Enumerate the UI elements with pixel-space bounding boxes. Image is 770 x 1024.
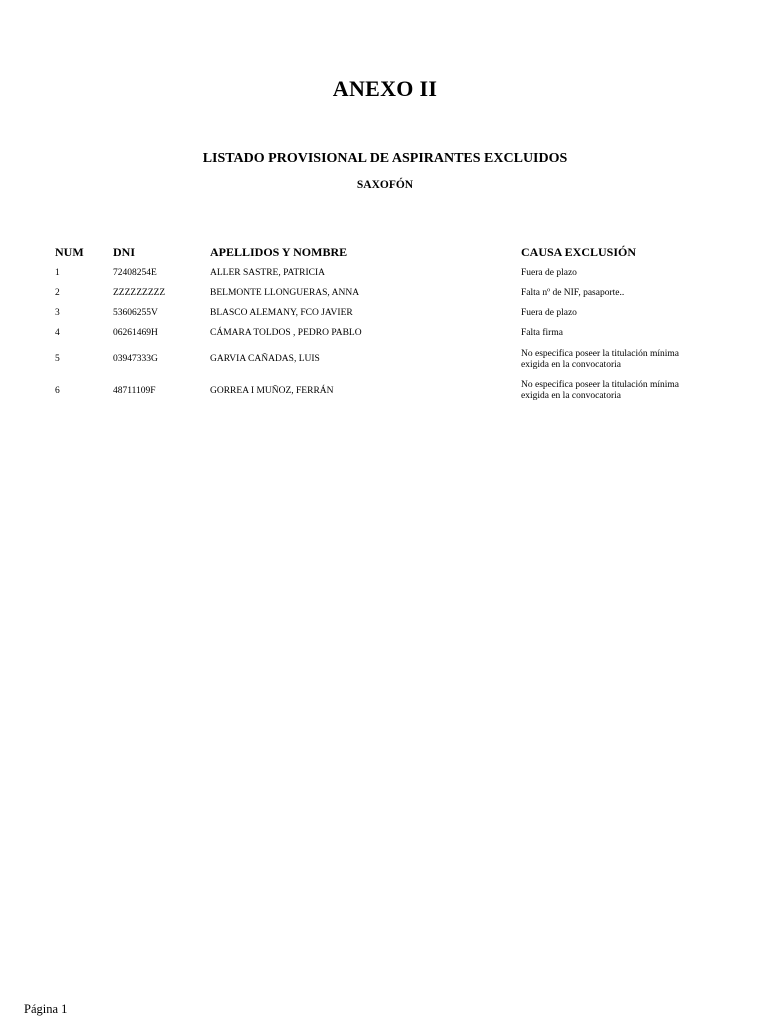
section-title: SAXOFÓN xyxy=(356,179,414,191)
column-header-dni: DNI xyxy=(113,245,136,259)
row-dni: 53606255V xyxy=(113,308,158,318)
row-cause xyxy=(521,288,721,299)
row-dni: 03947333G xyxy=(113,354,158,364)
column-header-num: NUM xyxy=(55,245,84,259)
row-num: 1 xyxy=(55,268,60,278)
row-dni: 72408254E xyxy=(113,268,157,278)
row-num: 5 xyxy=(55,354,60,364)
row-dni: 06261469H xyxy=(113,328,158,338)
row-cause xyxy=(521,328,721,339)
row-name: GARVIA CAÑADAS, LUIS xyxy=(210,354,320,364)
row-cause-line: No especifica poseer la titulación mínima xyxy=(521,349,680,359)
row-cause xyxy=(521,308,721,319)
column-header-cause: CAUSA EXCLUSIÓN xyxy=(521,245,637,259)
row-name: BLASCO ALEMANY, FCO JAVIER xyxy=(210,308,353,318)
row-cause-line: Fuera de plazo xyxy=(521,268,577,278)
row-dni: ZZZZZZZZZ xyxy=(113,288,166,298)
document-subtitle: LISTADO PROVISIONAL DE ASPIRANTES EXCLUIDOS xyxy=(202,151,568,166)
row-name: CÁMARA TOLDOS , PEDRO PABLO xyxy=(210,328,362,338)
page-number: Página 1 xyxy=(24,1002,68,1016)
row-cause-line: Fuera de plazo xyxy=(521,308,577,318)
row-dni: 48711109F xyxy=(113,386,156,396)
row-cause-line: exigida en la convocatoria xyxy=(521,391,621,401)
row-num: 2 xyxy=(55,288,60,298)
row-name: ALLER SASTRE, PATRICIA xyxy=(210,268,325,278)
row-num: 3 xyxy=(55,308,60,318)
row-num: 4 xyxy=(55,328,60,338)
row-cause-line: Falta firma xyxy=(521,328,563,338)
row-cause-line: exigida en la convocatoria xyxy=(521,360,621,370)
row-cause xyxy=(521,349,721,371)
row-name: BELMONTE LLONGUERAS, ANNA xyxy=(210,288,360,298)
document-title: ANEXO II xyxy=(332,76,438,101)
row-name: GORREA I MUÑOZ, FERRÁN xyxy=(210,386,334,396)
row-cause xyxy=(521,268,721,279)
row-num: 6 xyxy=(55,386,60,396)
row-cause-line: Falta nº de NIF, pasaporte.. xyxy=(521,288,625,298)
row-cause-line: No especifica poseer la titulación mínima xyxy=(521,380,680,390)
row-cause xyxy=(521,380,721,402)
column-header-name: APELLIDOS Y NOMBRE xyxy=(210,245,348,259)
